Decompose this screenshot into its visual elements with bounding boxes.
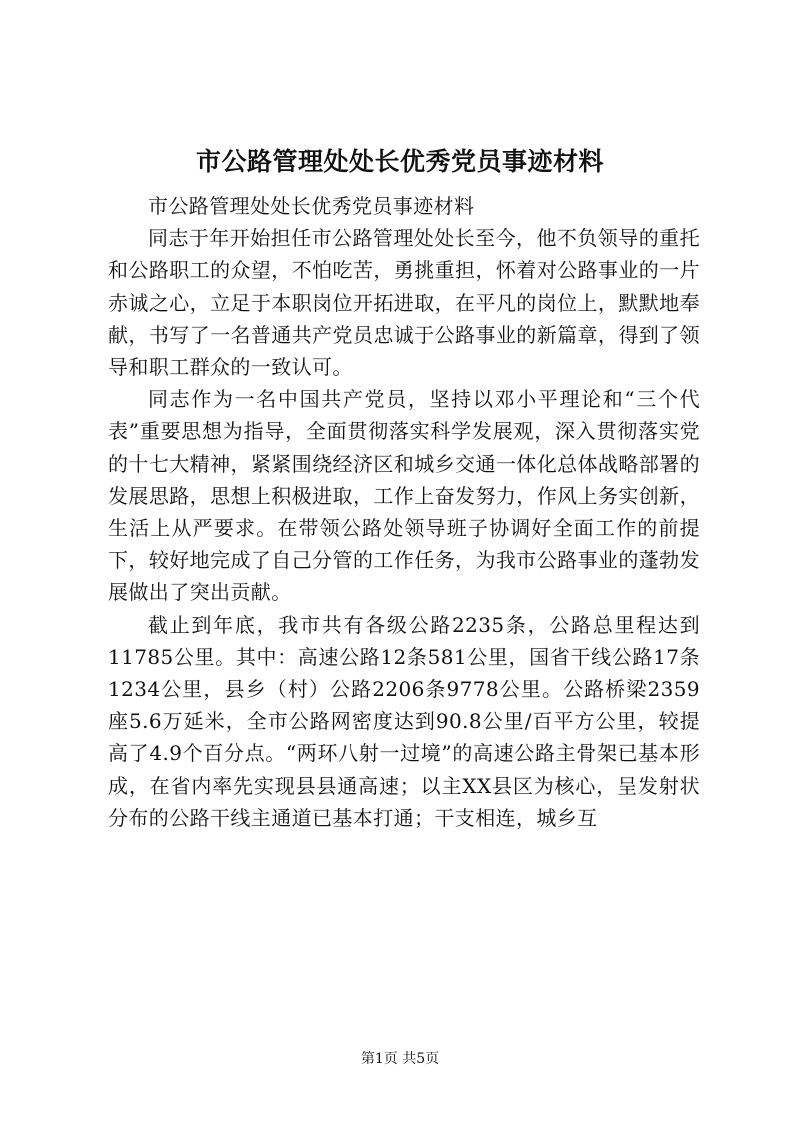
paragraph-introduction: 同志于年开始担任市公路管理处处长至今，他不负领导的重托和公路职工的众望，不怕吃苦，勇挑重担，怀着对公路事业的一片赤诚之心，立足于本职岗位开拓进取，在平凡的岗位上，默默地奉献，书写了一名普通共产党员忠诚于公路事业的新篇章，得到了领导和职工群众的一致认可。 [108,226,700,380]
document-body [108,190,700,834]
paragraph-political-work: 同志作为一名中国共产党员，坚持以邓小平理论和“三个代表”重要思想为指导，全面贯彻落实科学发展观，深入贯彻落实党的十七大精神，紧紧围绕经济区和城乡交通一体化总体战略部署的发展思路，思想上积极进取，工作上奋发努力，作风上务实创新，生活上从严要求。在带领公路处领导班子协调好全面工作的前提下，较好地完成了自己分管的工作任务，为我市公路事业的蓬勃发展做出了突出贡献。 [108,387,700,605]
paragraph-subtitle: 市公路管理处处长优秀党员事迹材料 [148,194,475,218]
document-title: 市公路管理处处长优秀党员事迹材料 [195,147,604,176]
paragraph-road-statistics: 截止到年底，我市共有各级公路2235条，公路总里程达到11785公里。其中：高速公路12条581公里，国省干线公路17条1234公里，县乡（村）公路2206条9778公里。公路桥梁2359座5.6万延米，全市公路网密度达到90.8公里/百平方公里，较提高了4.9个百分点。“两环八射一过境”的高速公路主骨架已基本形成，在省内率先实现县县通高速；以主XX县区为核心，呈发射状分布的公路干线主通道已基本打通；干支相连，城乡互 [108,612,700,830]
page-footer: 第1页 共5页 [360,1051,440,1067]
